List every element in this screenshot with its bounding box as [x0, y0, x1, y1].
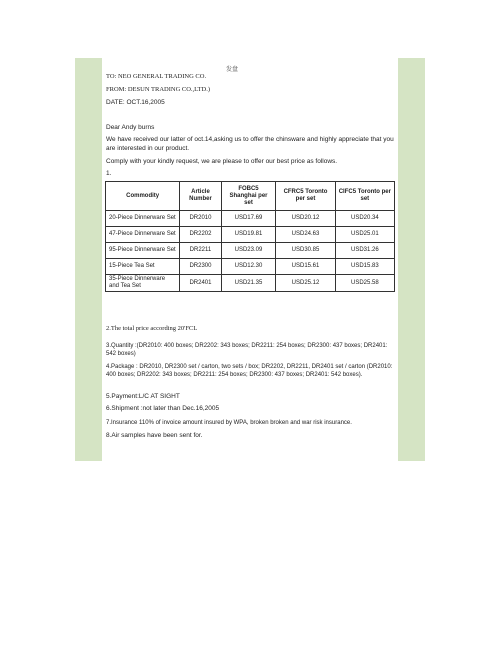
cell-cfr: USD30.85 [276, 243, 335, 259]
cell-commodity: 20-Piece Dinnerware Set [106, 211, 180, 227]
cell-cif: USD15.83 [335, 259, 394, 275]
item-5: 5.Payment:L/C AT SIGHT [106, 393, 180, 400]
header-cifc5: CIFC5 Toronto per set [335, 182, 394, 211]
to-line: TO: NEO GENERAL TRADING CO. [106, 73, 207, 80]
document-title: 发盘 [226, 67, 239, 73]
cell-fob: USD12.30 [221, 259, 276, 275]
item-1: 1. [106, 170, 112, 177]
cell-commodity: 47-Piece Dinnerware Set [106, 227, 180, 243]
cell-article: DR2202 [180, 227, 221, 243]
item-7: 7.Insurance 110% of invoice amount insured by WPA, broken broken and war risk insurance. [106, 420, 352, 426]
cell-cfr: USD24.63 [276, 227, 335, 243]
header-fobc5: FOBC5 Shanghai per set [221, 182, 276, 211]
table-row [106, 259, 395, 275]
cell-cif: USD31.26 [335, 243, 394, 259]
date-line: DATE: OCT.16,2005 [106, 99, 165, 106]
cell-cfr: USD25.12 [276, 275, 335, 292]
cell-cif: USD25.01 [335, 227, 394, 243]
cell-fob: USD17.69 [221, 211, 276, 227]
cell-article: DR2300 [180, 259, 221, 275]
header-article-number: Article Number [180, 182, 221, 211]
price-table [105, 181, 395, 292]
item-3: 3.Quantity :(DR2010: 400 boxes; DR2202: 343 boxes; DR2211: 254 boxes; DR2300: 437 boxes; DR2401: 542 boxes) [106, 343, 388, 357]
from-line: FROM: DESUN TRADING CO.,LTD.) [106, 86, 211, 93]
header-cfrc5: CFRC5 Toronto per set [276, 182, 335, 211]
table-row [106, 275, 395, 292]
cell-fob: USD23.09 [221, 243, 276, 259]
table-row [106, 227, 395, 243]
cell-fob: USD21.35 [221, 275, 276, 292]
paragraph-intro: We have received our latter of oct.14,asking us to offer the chinsware and highly appreciate that you are interested in our product. [106, 136, 394, 152]
cell-article: DR2211 [180, 243, 221, 259]
cell-cfr: USD20.12 [276, 211, 335, 227]
salutation: Dear Andy burns [106, 124, 155, 131]
cell-cfr: USD15.61 [276, 259, 335, 275]
cell-commodity: 15-Piece Tea Set [106, 259, 180, 275]
cell-fob: USD19.81 [221, 227, 276, 243]
cell-cif: USD25.58 [335, 275, 394, 292]
table-header-row [106, 182, 395, 211]
item-2: 2.The total price according 20'FCL [106, 325, 198, 332]
cell-article: DR2401 [180, 275, 221, 292]
item-4: 4.Package : DR2010, DR2300 set / carton, two sets / box; DR2202, DR2211, DR2401 set / carton (DR2010: 400 boxes; DR2202: 343 boxes; DR2211: 254 boxes; DR2300: 437 boxes; DR2401: 542 boxes). [106, 364, 393, 378]
table-row [106, 211, 395, 227]
cell-commodity: 95-Piece Dinnerware Set [106, 243, 180, 259]
item-6: 6.Shipment :not later than Dec.16,2005 [106, 405, 220, 412]
item-8: 8.Air samples have been sent for. [106, 432, 203, 439]
cell-cif: USD20.34 [335, 211, 394, 227]
paragraph-offer: Comply with your kindly request, we are please to offer our best price as follows. [106, 158, 338, 165]
cell-article: DR2010 [180, 211, 221, 227]
table-row [106, 243, 395, 259]
header-commodity: Commodity [106, 182, 180, 211]
cell-commodity: 35-Piece Dinnerware and Tea Set [106, 275, 180, 292]
